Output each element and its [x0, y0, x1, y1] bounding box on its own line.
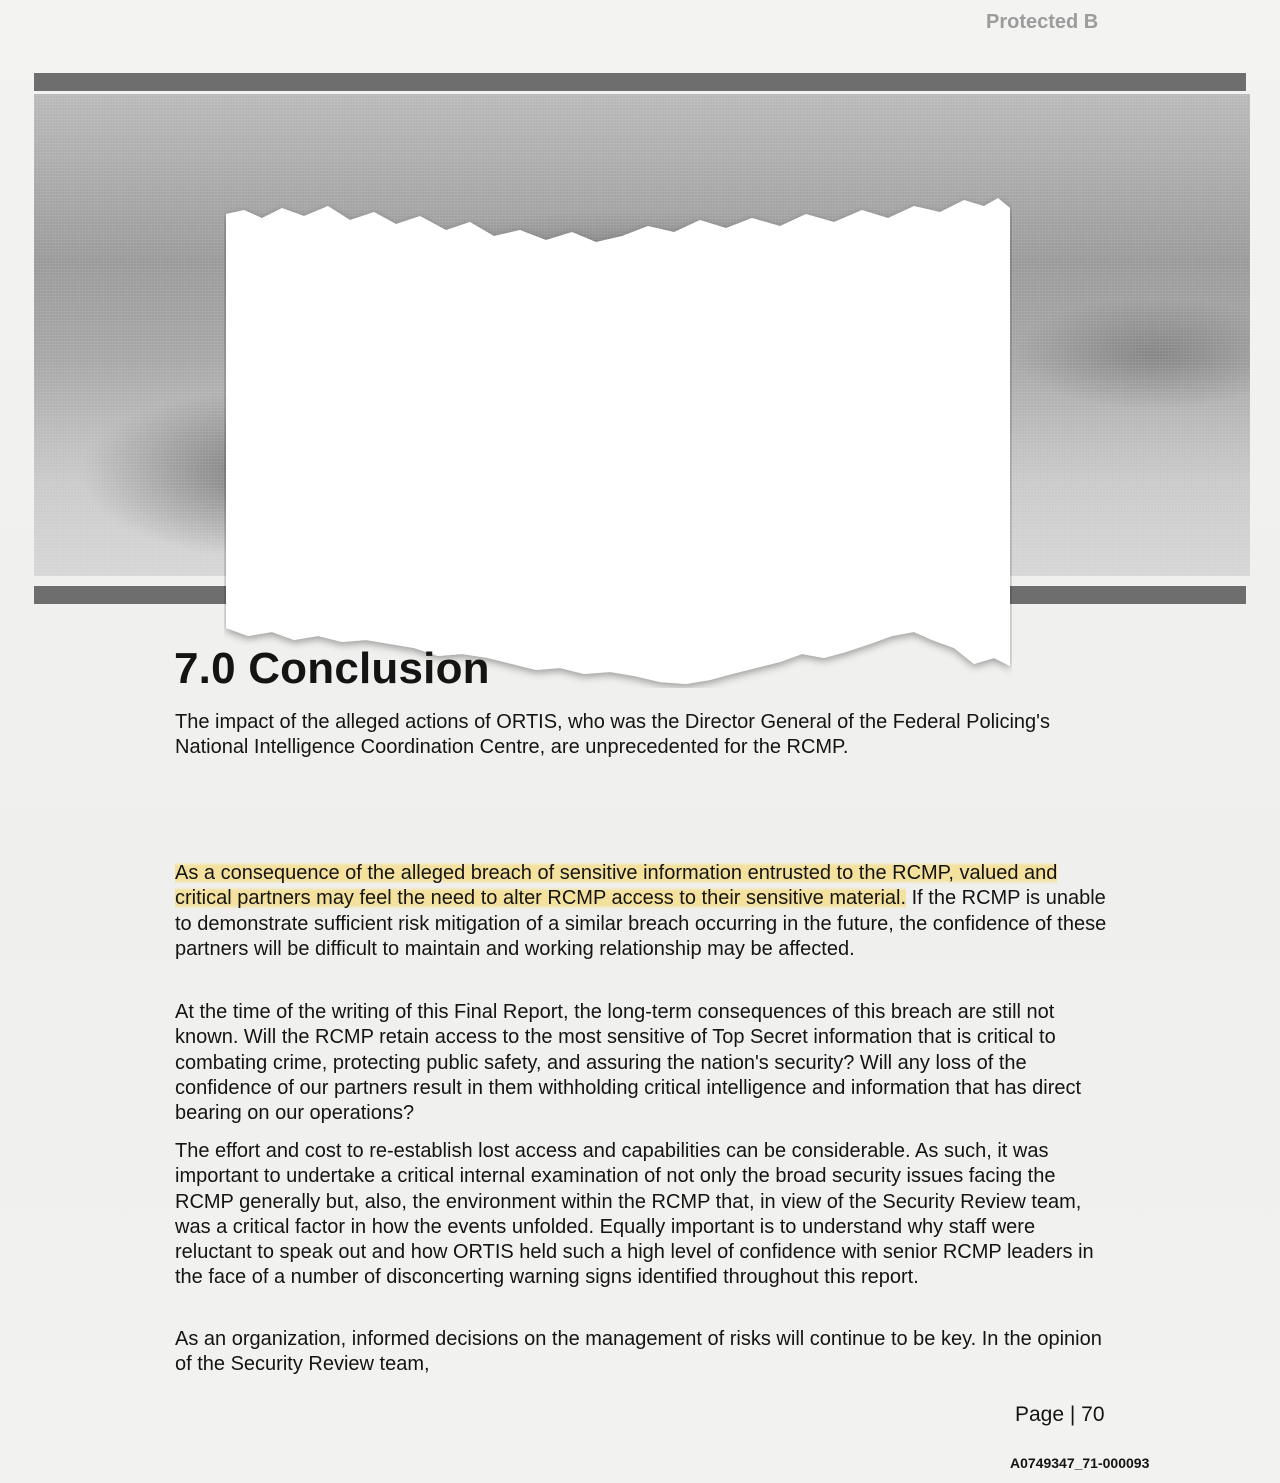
paragraph-long-term: At the time of the writing of this Final Report, the long-term consequences of this breach are still not known. Will the RCMP retain access to the most sensitive of Top Secret information that is critical to combating crime, protecting public safety, and assuring the nation's security? Will any loss of the confidence of our partners result in them withholding critical intelligence and information that has direct bearing on our operations? [175, 1001, 1082, 1125]
header-bar-top [34, 73, 1246, 91]
paragraph-impact: The impact of the alleged actions of ORTIS, who was the Director General of the Federal Policing's National Intelligence Coordination Centre, are unprecedented for the RCMP. [175, 711, 1050, 759]
document-id: A0749347_71-000093 [1010, 1455, 1150, 1471]
paragraph-consequence [175, 861, 1115, 962]
classification-label: Protected B [986, 11, 1099, 33]
paragraph-organization: As an organization, informed decisions on the management of risks will continue to be key. In the opinion of the Security Review team, [175, 1328, 1102, 1376]
section-heading: 7.0 Conclusion [174, 644, 490, 693]
highlighted-text: As a consequence of the alleged breach of sensitive information entrusted to the RCMP, valued and critical partners may feel the need to alter RCMP access to their sensitive material. [175, 862, 1058, 910]
paragraph-consequence-rest: If the RCMP is unable to demonstrate sufficient risk mitigation of a similar breach occurring in the future, the confidence of these partners will be difficult to maintain and working relationship may be affected. [175, 887, 1107, 960]
redaction-torn-paper [224, 196, 1012, 688]
page-number: Page | 70 [1015, 1403, 1105, 1426]
paragraph-effort-cost: The effort and cost to re-establish lost access and capabilities can be considerable. As such, it was important to undertake a critical internal examination of not only the broad security issues facing the RCMP generally but, also, the environment within the RCMP that, in view of the Security Review team, was a critical factor in how the events unfolded. Equally important is to understand why staff were reluctant to speak out and how ORTIS held such a high level of confidence with senior RCMP leaders in the face of a number of disconcerting warning signs identified throughout this report. [175, 1140, 1094, 1289]
